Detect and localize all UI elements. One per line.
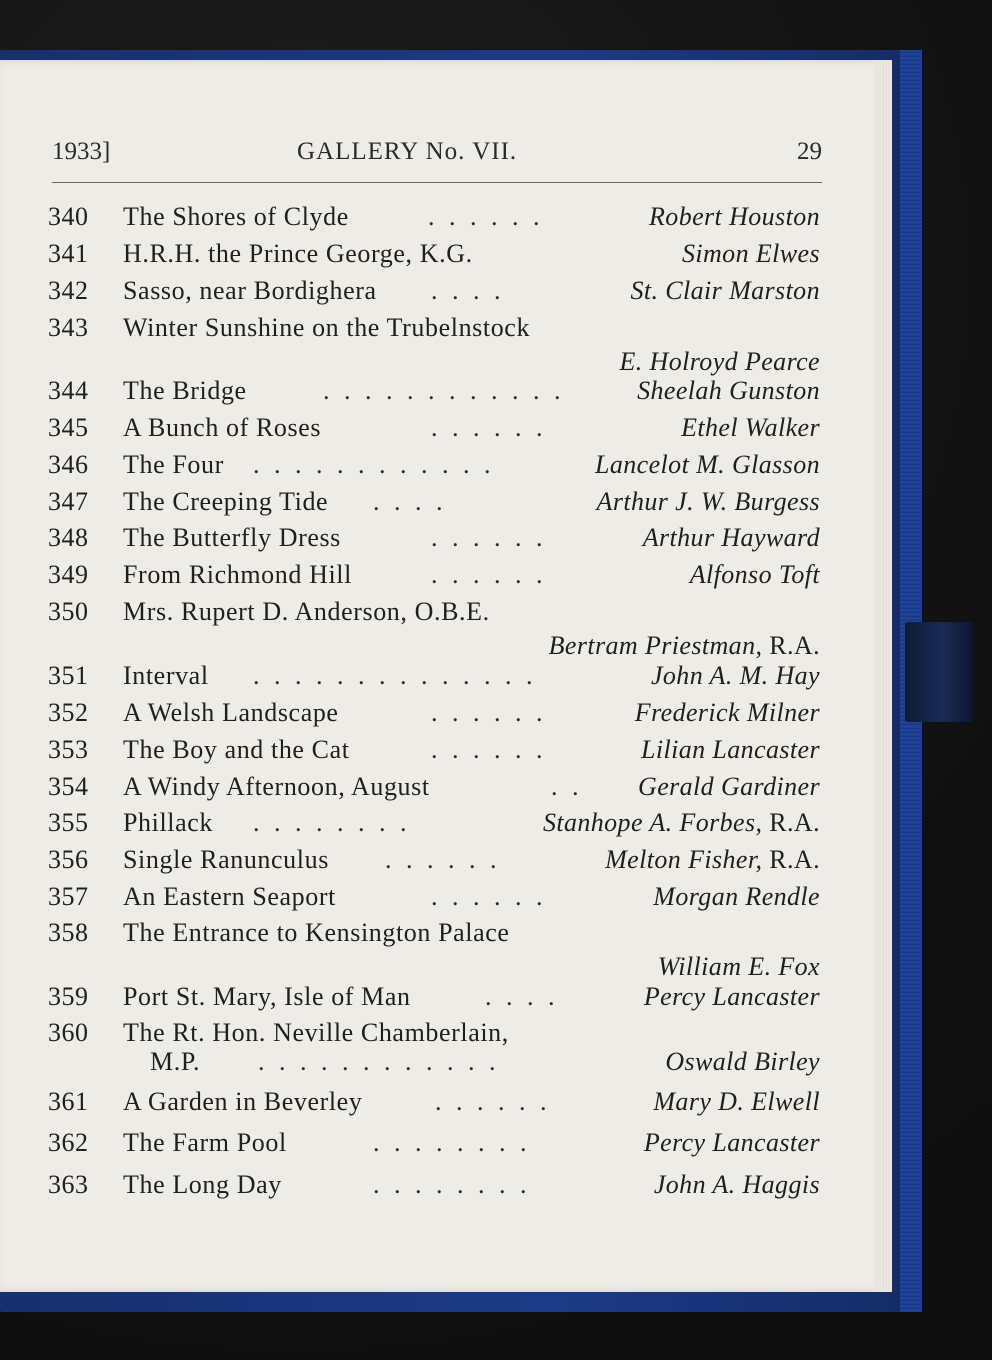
leader-dots: . . . . . .	[431, 735, 547, 764]
leader-dots: . . . . . . . . . . . .	[253, 450, 495, 479]
leader-dots: . . . .	[431, 276, 505, 305]
entry-artist: E. Holroyd Pearce	[619, 347, 820, 376]
entry-title: Port St. Mary, Isle of Man	[123, 982, 411, 1011]
entry-artist: Arthur J. W. Burgess	[596, 487, 820, 516]
entry-artist: Ethel Walker	[681, 413, 820, 442]
leader-dots: . . . . . .	[431, 523, 547, 552]
entry-artist: Robert Houston	[649, 202, 820, 231]
entry-artist: John A. Haggis	[653, 1170, 820, 1199]
entry-number: 340	[48, 202, 89, 231]
leader-dots: . . . . . .	[431, 698, 547, 727]
entry-title: Mrs. Rupert D. Anderson, O.B.E.	[123, 597, 490, 626]
entry-number: 344	[48, 376, 89, 405]
entry-artist: William E. Fox	[657, 952, 820, 981]
entry-artist: Morgan Rendle	[653, 882, 820, 911]
entry-title: The Boy and the Cat	[123, 735, 350, 764]
catalogue-entry	[48, 918, 820, 984]
leader-dots: . . . .	[373, 487, 447, 516]
entry-artist: Sheelah Gunston	[637, 376, 820, 405]
leader-dots: . . . . . . . .	[373, 1128, 531, 1157]
entry-number: 353	[48, 735, 89, 764]
entry-number: 350	[48, 597, 89, 626]
entry-artist: Frederick Milner	[634, 698, 820, 727]
entry-number: 354	[48, 772, 89, 801]
entry-artist: Lilian Lancaster	[640, 735, 820, 764]
leader-dots: . . . . . . . . . . . .	[258, 1047, 500, 1076]
entry-artist: Lancelot M. Glasson	[595, 450, 820, 479]
entry-artist: Arthur Hayward	[642, 523, 820, 552]
entry-title: The Butterfly Dress	[123, 523, 341, 552]
entry-number: 348	[48, 523, 89, 552]
entry-number: 347	[48, 487, 89, 516]
header-rule	[52, 182, 822, 183]
entry-title: Single Ranunculus	[123, 845, 329, 874]
entry-title-continuation: M.P.	[150, 1047, 201, 1076]
leader-dots: . . . . . .	[435, 1087, 551, 1116]
entry-number: 346	[48, 450, 89, 479]
entry-title: The Bridge	[123, 376, 247, 405]
entry-title: The Entrance to Kensington Palace	[123, 918, 510, 947]
entry-title: A Welsh Landscape	[123, 698, 339, 727]
page-number: 29	[797, 138, 822, 165]
entry-title: A Garden in Beverley	[123, 1087, 363, 1116]
entry-title: An Eastern Seaport	[123, 882, 336, 911]
entry-artist: Gerald Gardiner	[638, 772, 820, 801]
entry-number: 362	[48, 1128, 89, 1157]
entry-title: The Farm Pool	[123, 1128, 287, 1157]
entry-number: 359	[48, 982, 89, 1011]
entry-number: 343	[48, 313, 89, 342]
entry-number: 360	[48, 1018, 89, 1047]
entry-artist: Percy Lancaster	[643, 1128, 820, 1157]
leader-dots: . . . . . . . . . . . .	[323, 376, 565, 405]
leader-dots: . . . . . .	[428, 202, 544, 231]
leader-dots: . . . . . . . .	[253, 808, 411, 837]
entry-number: 355	[48, 808, 89, 837]
entry-artist: Alfonso Toft	[689, 560, 820, 589]
leader-dots: . . . . . . . . . . . . . .	[253, 661, 537, 690]
header-year: 1933]	[52, 138, 111, 165]
entry-artist: St. Clair Marston	[630, 276, 820, 305]
entry-number: 357	[48, 882, 89, 911]
entry-artist: Percy Lancaster	[643, 982, 820, 1011]
catalogue-entry	[48, 597, 820, 663]
entry-title: From Richmond Hill	[123, 560, 352, 589]
entry-number: 361	[48, 1087, 89, 1116]
entry-title: H.R.H. the Prince George, K.G.	[123, 239, 473, 268]
leader-dots: . .	[551, 772, 583, 801]
bookmark-ribbon	[905, 622, 973, 722]
leader-dots: . . . . . .	[431, 882, 547, 911]
catalogue-entry	[48, 1018, 820, 1084]
header-gallery-title: GALLERY No. VII.	[297, 138, 518, 165]
page-edges	[874, 60, 892, 1292]
entry-title: The Long Day	[123, 1170, 282, 1199]
entry-number: 358	[48, 918, 89, 947]
entry-title: The Four	[123, 450, 224, 479]
entry-title: A Windy Afternoon, August	[123, 772, 430, 801]
leader-dots: . . . . . .	[431, 413, 547, 442]
entry-number: 352	[48, 698, 89, 727]
entry-number: 363	[48, 1170, 89, 1199]
leader-dots: . . . . . .	[385, 845, 501, 874]
entry-title: The Creeping Tide	[123, 487, 329, 516]
entry-title: The Rt. Hon. Neville Chamberlain,	[123, 1018, 509, 1047]
entry-artist: Oswald Birley	[665, 1047, 820, 1076]
leader-dots: . . . .	[485, 982, 559, 1011]
entry-title: Phillack	[123, 808, 214, 837]
entry-artist: Mary D. Elwell	[653, 1087, 820, 1116]
entry-artist: Stanhope A. Forbes, R.A.	[542, 808, 820, 837]
entry-number: 341	[48, 239, 89, 268]
entry-number: 345	[48, 413, 89, 442]
entry-artist: Melton Fisher, R.A.	[605, 845, 820, 874]
entry-number: 356	[48, 845, 89, 874]
leader-dots: . . . . . . . .	[373, 1170, 531, 1199]
entry-title: Interval	[123, 661, 209, 690]
entry-number: 351	[48, 661, 89, 690]
entry-artist: Simon Elwes	[681, 239, 820, 268]
leader-dots: . . . . . .	[431, 560, 547, 589]
entry-title: A Bunch of Roses	[123, 413, 322, 442]
catalogue-entry	[48, 313, 820, 379]
running-header	[52, 138, 822, 174]
entry-number: 349	[48, 560, 89, 589]
entry-artist: John A. M. Hay	[650, 661, 820, 690]
entry-title: Sasso, near Bordighera	[123, 276, 377, 305]
entry-artist: Bertram Priestman, R.A.	[548, 631, 820, 660]
entry-number: 342	[48, 276, 89, 305]
entry-title: The Shores of Clyde	[123, 202, 349, 231]
entry-title: Winter Sunshine on the Trubelnstock	[123, 313, 531, 342]
